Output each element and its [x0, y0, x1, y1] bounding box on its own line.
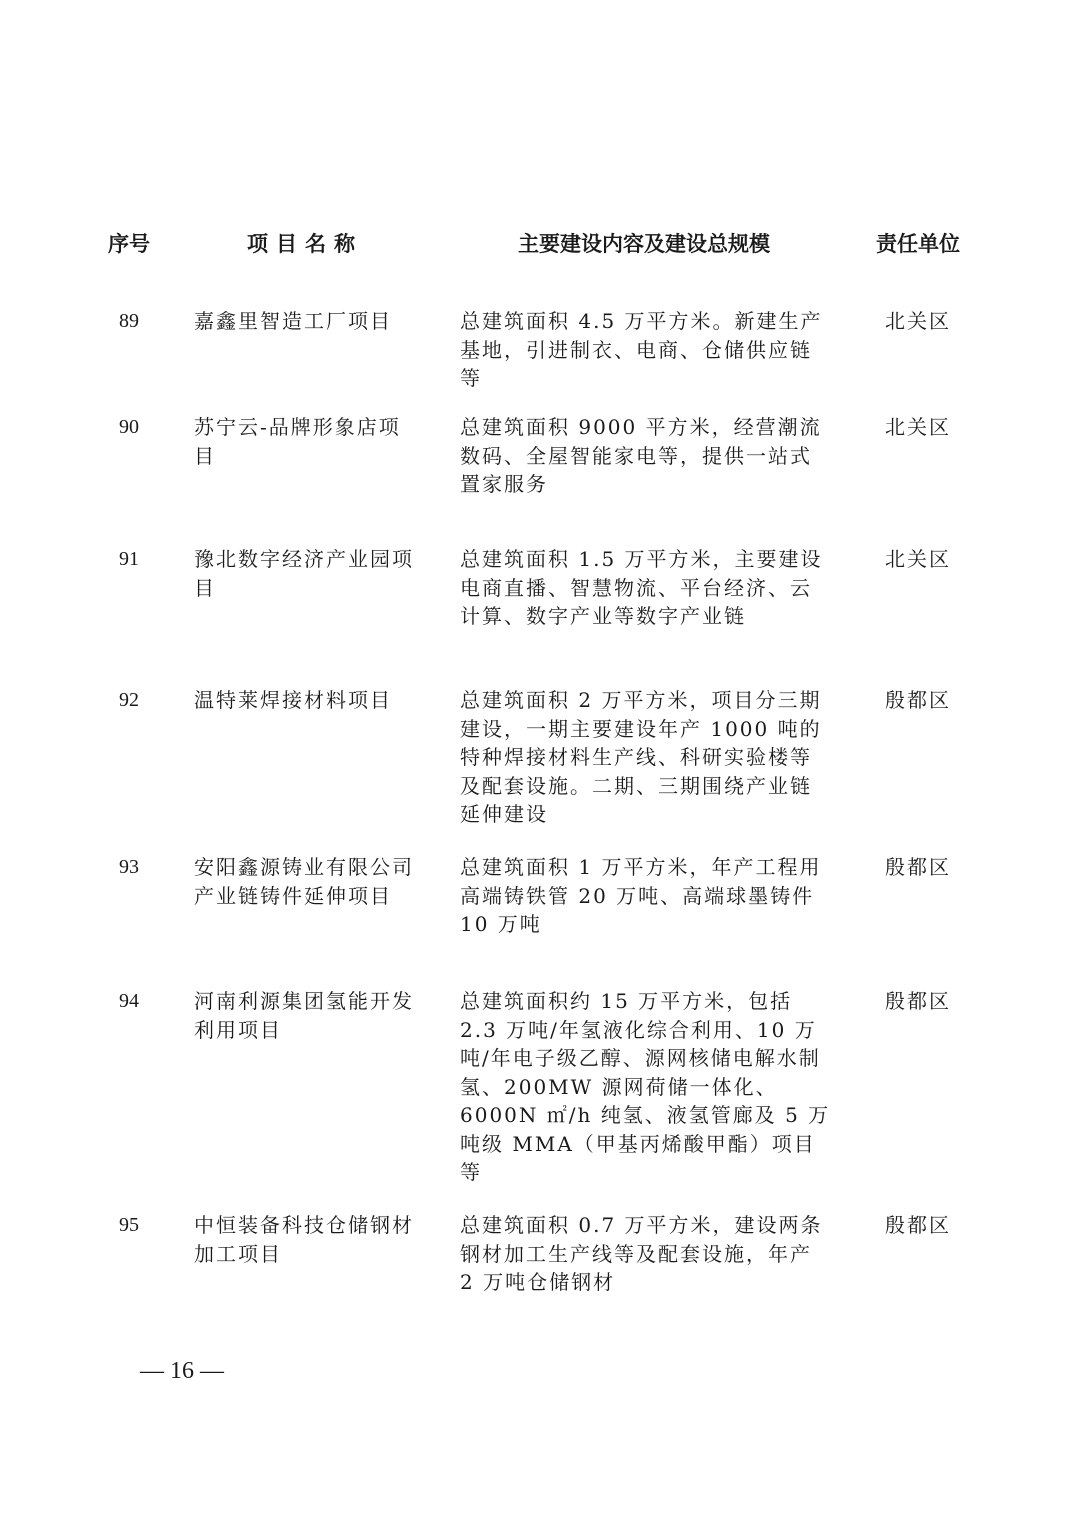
row-unit: 殷都区	[885, 688, 951, 712]
header-unit: 责任单位	[876, 232, 960, 256]
header-seq: 序号	[108, 232, 150, 256]
row-seq: 95	[119, 1214, 139, 1236]
row-name: 中恒装备科技仓储钢材加工项目	[194, 1213, 414, 1266]
row-seq: 94	[119, 990, 139, 1012]
row-content: 总建筑面积 1 万平方米，年产工程用高端铸铁管 20 万吨、高端球墨铸件 10 万吨	[460, 855, 822, 936]
page-number: — 16 —	[140, 1358, 224, 1384]
header-name: 项目名称	[247, 232, 363, 256]
row-unit: 北关区	[885, 309, 951, 333]
row-unit: 北关区	[885, 547, 951, 571]
row-content: 总建筑面积 4.5 万平方米。新建生产基地，引进制衣、电商、仓储供应链等	[460, 309, 823, 390]
row-content: 总建筑面积 1.5 万平方米，主要建设电商直播、智慧物流、平台经济、云计算、数字产业等数字产业链	[460, 547, 823, 628]
row-unit: 殷都区	[885, 1213, 951, 1237]
row-unit: 殷都区	[885, 989, 951, 1013]
row-seq: 93	[119, 856, 139, 878]
row-seq: 91	[119, 548, 139, 570]
row-unit: 殷都区	[885, 855, 951, 879]
row-name: 豫北数字经济产业园项目	[194, 547, 414, 600]
row-unit: 北关区	[885, 415, 951, 439]
row-name: 苏宁云-品牌形象店项目	[194, 415, 401, 468]
row-content: 总建筑面积 9000 平方米，经营潮流数码、全屋智能家电等，提供一站式置家服务	[460, 415, 822, 496]
row-seq: 90	[119, 416, 139, 438]
table-header	[0, 228, 1080, 264]
row-name: 温特莱焊接材料项目	[194, 688, 392, 712]
row-seq: 92	[119, 689, 139, 711]
row-content: 总建筑面积约 15 万平方米，包括 2.3 万吨/年氢液化综合利用、10 万吨/年电子级乙醇、源网核储电解水制氢、200MW 源网荷储一体化、6000N ㎡/h 纯氢、液氢管廊及 5 万吨级 MMA（甲基丙烯酸甲酯）项目等	[460, 989, 831, 1184]
row-name: 河南利源集团氢能开发利用项目	[194, 989, 414, 1042]
row-seq: 89	[119, 310, 139, 332]
header-content: 主要建设内容及建设总规模	[518, 232, 770, 256]
row-content: 总建筑面积 0.7 万平方米，建设两条钢材加工生产线等及配套设施，年产 2 万吨仓储钢材	[460, 1213, 823, 1294]
row-content: 总建筑面积 2 万平方米，项目分三期建设，一期主要建设年产 1000 吨的特种焊接材料生产线、科研实验楼等及配套设施。二期、三期围绕产业链延伸建设	[460, 688, 822, 826]
row-name: 嘉鑫里智造工厂项目	[194, 309, 392, 333]
row-name: 安阳鑫源铸业有限公司产业链铸件延伸项目	[194, 855, 414, 908]
